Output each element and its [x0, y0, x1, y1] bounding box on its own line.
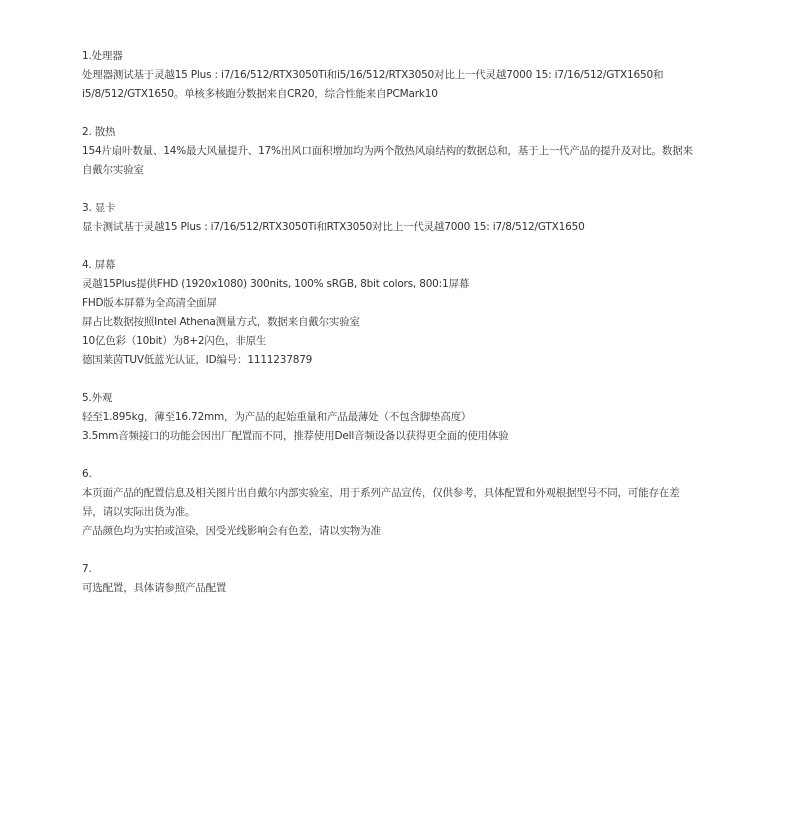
- section-text-line: 德国莱茵TUV低蓝光认证，ID编号：1111237879: [82, 354, 313, 366]
- section-heading: 1.处理器: [82, 50, 123, 62]
- section-heading: 6.: [82, 468, 92, 480]
- note-section-processor: [82, 47, 742, 104]
- note-section-display: [82, 256, 742, 370]
- note-section-general: [82, 465, 742, 541]
- section-text-line: 可选配置，具体请参照产品配置: [82, 582, 227, 594]
- section-text-line: 屏占比数据按照Intel Athena测量方式，数据来自戴尔实验室: [82, 316, 360, 328]
- note-section-graphics: [82, 199, 742, 237]
- section-text-line: FHD版本屏幕为全高清全面屏: [82, 297, 217, 309]
- section-text-line: 产品颜色均为实拍或渲染，因受光线影响会有色差，请以实物为准: [82, 525, 381, 537]
- section-text-line: 154片扇叶数量、14%最大风量提升、17%出风口面积增加均为两个散热风扇结构的数据总和，基于上一代产品的提升及对比。数据来: [82, 145, 693, 157]
- section-text-line: i5/8/512/GTX1650。单核多核跑分数据来自CR20，综合性能来自PCMark10: [82, 88, 438, 100]
- note-section-cooling: [82, 123, 742, 180]
- section-text-line: 灵越15Plus提供FHD (1920x1080) 300nits, 100% sRGB, 8bit colors, 800:1屏幕: [82, 278, 470, 290]
- section-heading: 2. 散热: [82, 126, 116, 138]
- section-text-line: 本页面产品的配置信息及相关图片出自戴尔内部实验室，用于系列产品宣传，仅供参考，具体配置和外观根据型号不同，可能存在差: [82, 487, 680, 499]
- section-heading: 7.: [82, 563, 92, 575]
- section-text-line: 处理器测试基于灵越15 Plus : i7/16/512/RTX3050Ti和i5/16/512/RTX3050对比上一代灵越7000 15: i7/16/512/GTX1650和: [82, 69, 664, 81]
- section-heading: 4. 屏幕: [82, 259, 116, 271]
- section-text-line: 轻至1.895kg，薄至16.72mm，为产品的起始重量和产品最薄处（不包含脚垫高度）: [82, 411, 472, 423]
- section-heading: 5.外观: [82, 392, 113, 404]
- section-heading: 3. 显卡: [82, 202, 116, 214]
- note-section-configuration: [82, 560, 742, 598]
- section-text-line: 显卡测试基于灵越15 Plus : i7/16/512/RTX3050Ti和RTX3050对比上一代灵越7000 15: i7/8/512/GTX1650: [82, 221, 585, 233]
- disclaimer-notes: [82, 47, 742, 617]
- section-text-line: 10亿色彩（10bit）为8+2闪色，非原生: [82, 335, 267, 347]
- note-section-design: [82, 389, 742, 446]
- section-text-line: 3.5mm音频接口的功能会因出厂配置而不同，推荐使用Dell音频设备以获得更全面的使用体验: [82, 430, 509, 442]
- section-text-line: 自戴尔实验室: [82, 164, 144, 176]
- section-text-line: 异，请以实际出货为准。: [82, 506, 196, 518]
